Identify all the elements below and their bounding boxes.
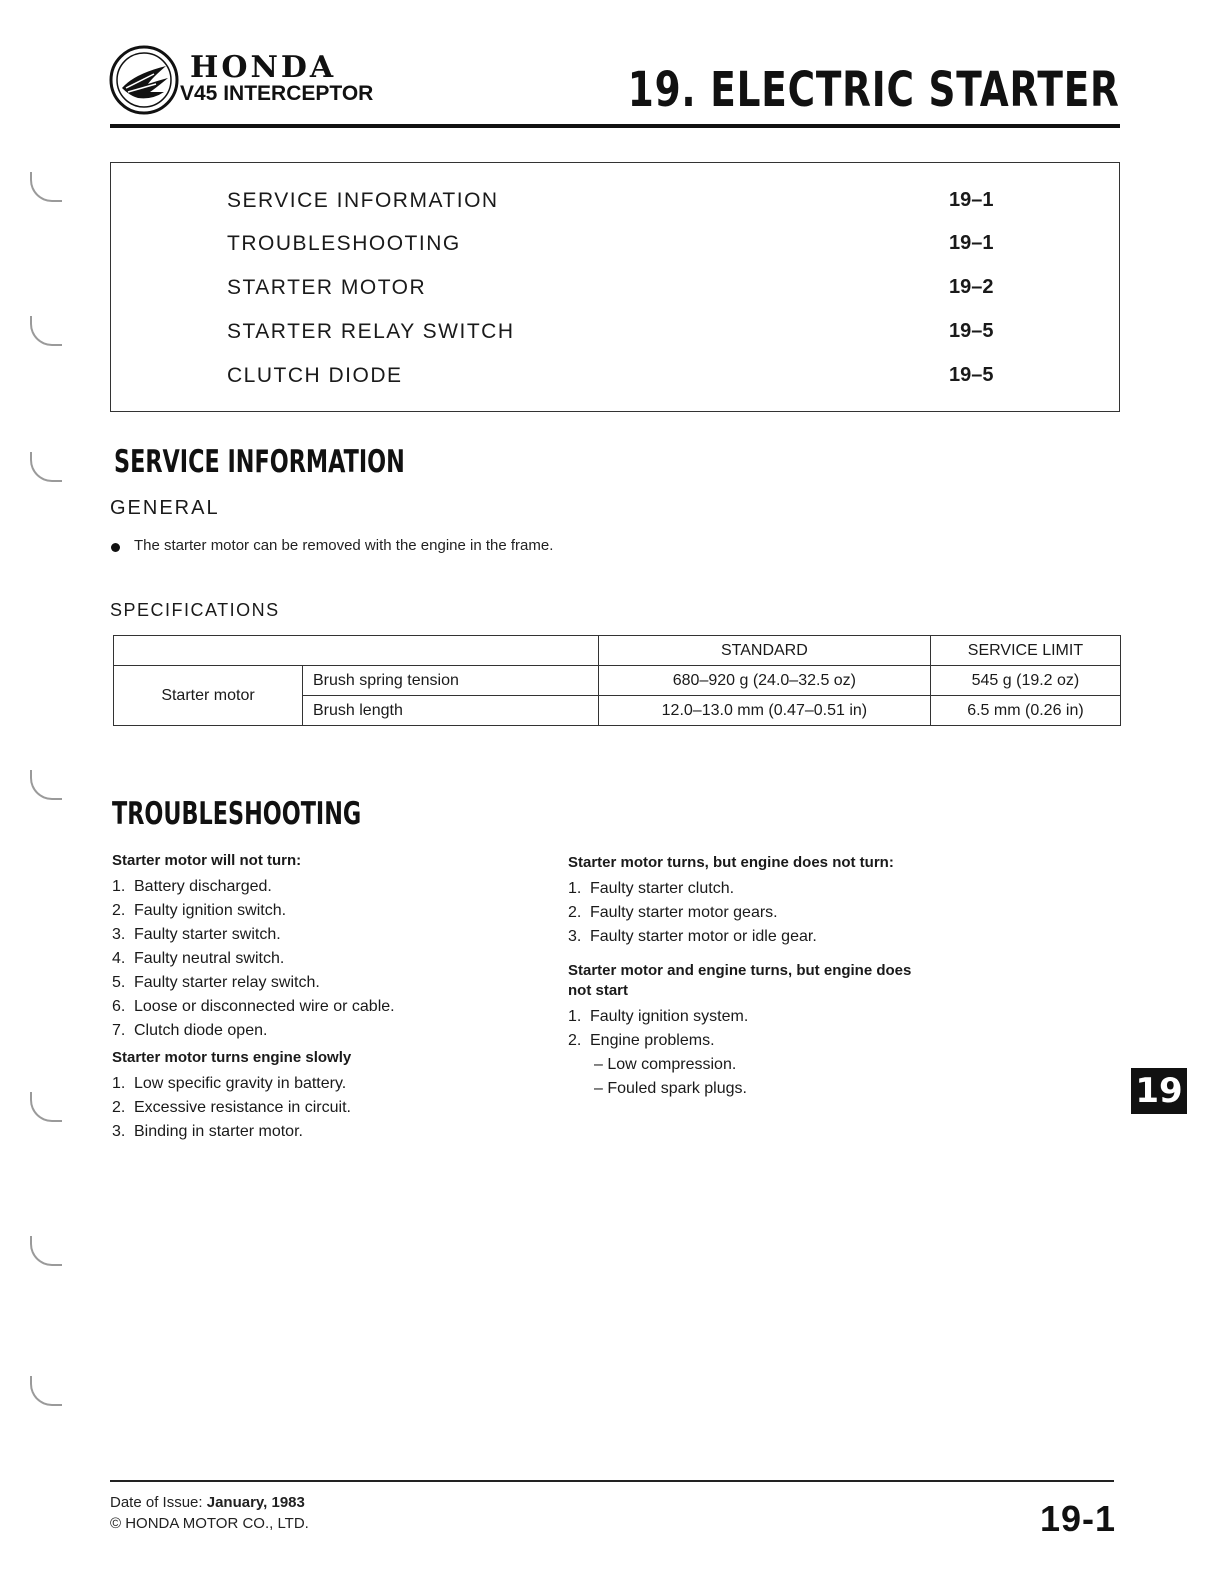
general-heading: GENERAL [110,497,220,519]
contents-box [110,162,1120,412]
list-title: Starter motor will not turn: [112,852,302,869]
list-item: 5. Faulty starter relay switch. [112,974,320,991]
list-item: 2. Faulty starter motor gears. [568,904,778,921]
list-item: 2. Faulty ignition switch. [112,902,287,919]
table-header-row [114,636,1121,666]
binder-hole-mark [30,1376,62,1406]
troubleshooting-right-list-1 [568,853,894,949]
table-cell-item: Starter motor [114,666,303,726]
model-name: V45 INTERCEPTOR [180,82,374,105]
contents-entry[interactable] [111,320,1119,350]
contents-entry[interactable] [111,232,1119,262]
table-cell-name: Brush spring tension [303,666,599,696]
contents-entry[interactable] [111,189,1119,219]
contents-entry-label: SERVICE INFORMATION [227,189,499,212]
list-title: Starter motor turns engine slowly [112,1049,352,1066]
list-item: 3. Faulty starter switch. [112,926,281,943]
contents-entry-page: 19–1 [949,232,994,254]
table-row [114,666,1121,696]
binder-hole-mark [30,452,62,482]
chapter-title: 19. ELECTRIC STARTER [628,62,1120,118]
brand-name: HONDA [190,50,337,85]
list-item: 6. Loose or disconnected wire or cable. [112,998,395,1015]
page-number: 19-1 [1039,1498,1116,1539]
troubleshooting-left-list-1 [112,851,395,1043]
list-item: 1. Faulty starter clutch. [568,880,735,897]
table-cell-name: Brush length [303,696,599,726]
contents-entry-page: 19–2 [949,276,994,298]
troubleshooting-left-list-2 [112,1048,351,1144]
table-header-standard: STANDARD [598,636,930,666]
binder-hole-mark [30,770,62,800]
list-item: 1. Low specific gravity in battery. [112,1075,347,1092]
contents-entry-page: 19–1 [949,189,994,211]
general-bullet-text: The starter motor can be removed with the engine in the frame. [134,537,554,554]
specifications-heading: SPECIFICATIONS [110,600,280,620]
binder-hole-mark [30,172,62,202]
list-subitem: – Low compression. [594,1056,737,1073]
contents-entry-label: TROUBLESHOOTING [227,232,461,255]
binder-hole-mark [30,1092,62,1122]
contents-entry-page: 19–5 [949,364,994,386]
list-item: 2. Excessive resistance in circuit. [112,1099,351,1116]
list-item: 4. Faulty neutral switch. [112,950,285,967]
service-information-heading: SERVICE INFORMATION [114,444,405,480]
list-item: 7. Clutch diode open. [112,1022,268,1039]
contents-entry-page: 19–5 [949,320,994,342]
footer-rule [110,1480,1114,1482]
header-rule [110,124,1120,128]
contents-entry-label: CLUTCH DIODE [227,364,403,387]
list-title: Starter motor turns, but engine does not turn: [568,854,894,871]
specifications-table [113,635,1121,726]
contents-entry[interactable] [111,276,1119,306]
list-title: Starter motor and engine turns, but engine does [568,962,912,979]
bullet-dot [111,543,120,552]
troubleshooting-heading: TROUBLESHOOTING [112,796,362,832]
list-item: 1. Battery discharged. [112,878,272,895]
table-header-service-limit: SERVICE LIMIT [930,636,1120,666]
contents-entry[interactable] [111,364,1119,394]
binder-hole-mark [30,316,62,346]
list-item: 3. Binding in starter motor. [112,1123,303,1140]
contents-entry-label: STARTER RELAY SWITCH [227,320,515,343]
table-cell-limit: 6.5 mm (0.26 in) [930,696,1120,726]
table-cell-standard: 680–920 g (24.0–32.5 oz) [598,666,930,696]
troubleshooting-right-list-2 [568,961,911,1101]
honda-wing-logo-icon [108,44,180,116]
copyright-text: © HONDA MOTOR CO., LTD. [110,1515,309,1532]
list-item: 1. Faulty ignition system. [568,1008,749,1025]
list-item: 2. Engine problems. [568,1032,715,1049]
table-cell-limit: 545 g (19.2 oz) [930,666,1120,696]
contents-entry-label: STARTER MOTOR [227,276,427,299]
issue-date: January, 1983 [206,1494,305,1511]
list-title: not start [568,982,628,999]
table-cell-standard: 12.0–13.0 mm (0.47–0.51 in) [598,696,930,726]
issue-label: Date of Issue: [110,1494,203,1511]
table-header-blank [114,636,599,666]
list-subitem: – Fouled spark plugs. [594,1080,747,1097]
date-of-issue [110,1494,305,1511]
chapter-tab-marker: 19 [1131,1068,1187,1114]
binder-hole-mark [30,1236,62,1266]
list-item: 3. Faulty starter motor or idle gear. [568,928,817,945]
